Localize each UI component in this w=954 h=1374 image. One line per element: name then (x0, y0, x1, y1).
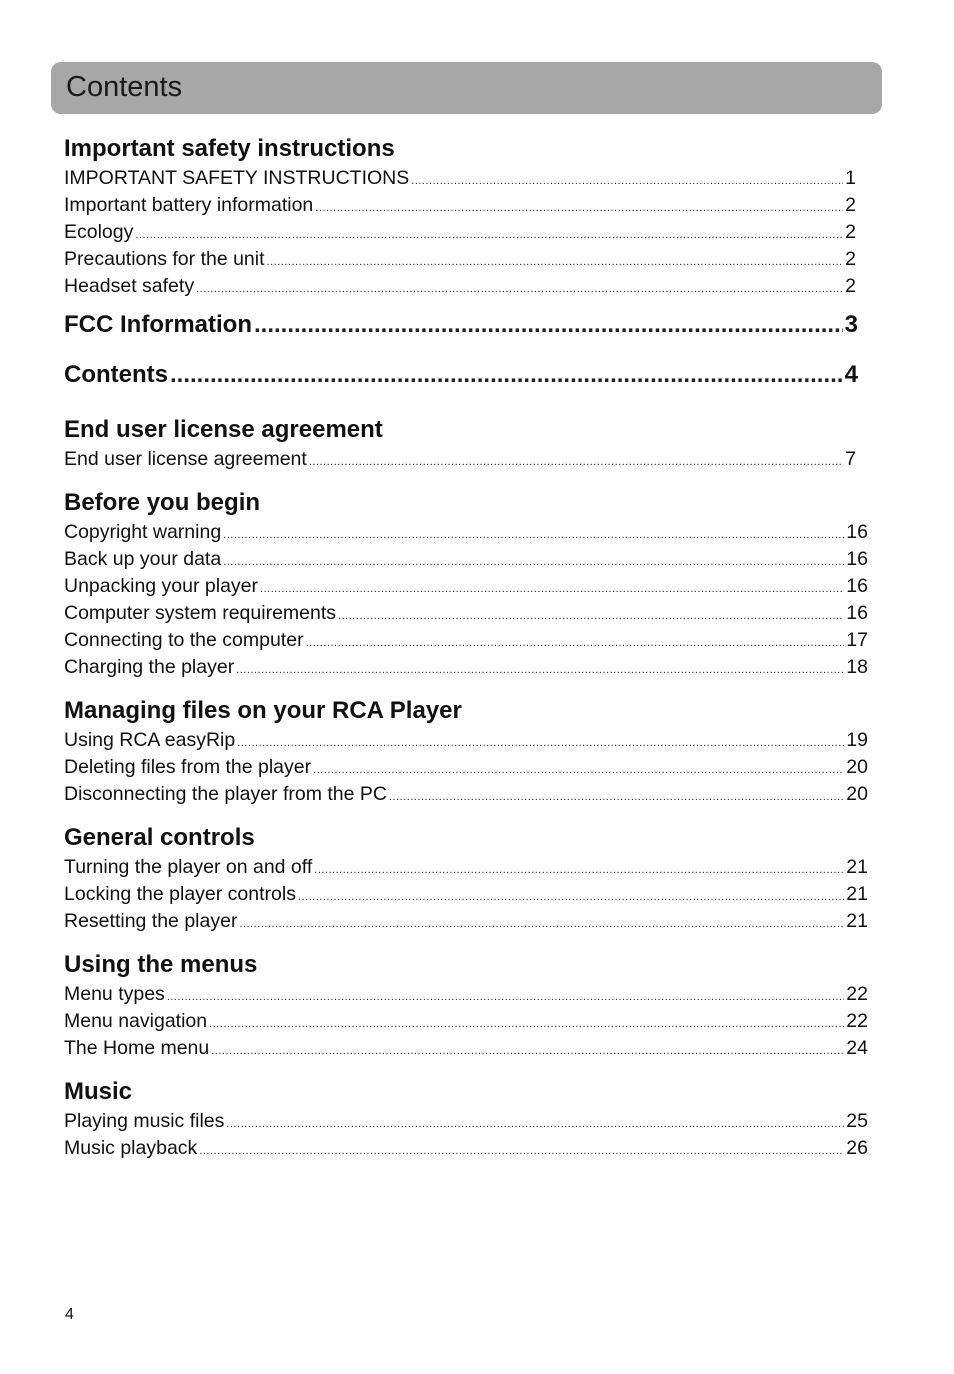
section-heading: Using the menus (64, 951, 258, 978)
toc-entry[interactable] (64, 981, 868, 1008)
toc-entry-label: Important battery information (64, 194, 314, 216)
toc-entry-label: End user license agreement (64, 448, 307, 470)
toc-entry-label: Disconnecting the player from the PC (64, 783, 387, 805)
toc-entry[interactable] (64, 1035, 868, 1062)
toc-entry[interactable] (64, 192, 856, 219)
toc-entry[interactable] (64, 273, 856, 300)
toc-page-number: 21 (846, 910, 868, 932)
toc-entry-label: Turning the player on and off (64, 856, 313, 878)
toc-page-number: 4 (844, 361, 858, 388)
toc-entry-label: Ecology (64, 221, 134, 243)
contents-banner (51, 62, 882, 114)
toc-page-number: 2 (845, 275, 856, 297)
dot-leader (267, 249, 844, 276)
dot-leader (298, 884, 844, 911)
dot-leader (338, 603, 844, 630)
toc-page-number: 3 (844, 311, 858, 338)
section-heading: Before you begin (64, 489, 261, 516)
toc-page-number: 22 (846, 983, 868, 1005)
toc-entry-label: Charging the player (64, 656, 235, 678)
toc-entry[interactable] (64, 754, 868, 781)
dot-leader (211, 1038, 844, 1065)
toc-page-number: 7 (845, 448, 856, 470)
toc-entry[interactable] (64, 1108, 868, 1135)
toc-entry[interactable] (64, 854, 868, 881)
toc-page-number: 25 (846, 1110, 868, 1132)
section-heading: Managing files on your RCA Player (64, 697, 462, 724)
toc-page-number: 16 (846, 575, 868, 597)
dot-leader (209, 1011, 844, 1038)
toc-section (64, 350, 868, 400)
dot-leader (223, 549, 844, 576)
dot-leader (260, 576, 844, 603)
toc-entry[interactable] (64, 573, 868, 600)
toc-section (64, 300, 868, 350)
toc-entry[interactable] (64, 165, 856, 192)
toc-page-number: 20 (846, 783, 868, 805)
toc-entry-label: Using RCA easyRip (64, 729, 236, 751)
toc-page-number: 26 (846, 1137, 868, 1159)
toc-entry[interactable] (64, 654, 868, 681)
toc-section (64, 487, 868, 681)
toc-entry-label: Music playback (64, 1137, 198, 1159)
toc-page-number: 16 (846, 602, 868, 624)
section-heading: Important safety instructions (64, 135, 395, 162)
section-heading: General controls (64, 824, 255, 851)
toc-page-number: 17 (846, 629, 868, 651)
toc-top-entry[interactable] (64, 300, 858, 350)
dot-leader (313, 757, 844, 784)
toc-entry-label: Connecting to the computer (64, 629, 304, 651)
toc-entry[interactable] (64, 1135, 868, 1162)
toc-entry[interactable] (64, 881, 868, 908)
toc-section (64, 822, 868, 935)
dot-leader (167, 984, 844, 1011)
toc-page-number: 20 (846, 756, 868, 778)
dot-leader (306, 630, 845, 657)
dot-leader (254, 300, 843, 350)
dot-leader (237, 730, 844, 757)
toc-page-number: 19 (846, 729, 868, 751)
dot-leader (314, 857, 844, 884)
toc-entry[interactable] (64, 546, 868, 573)
toc-entry-label: IMPORTANT SAFETY INSTRUCTIONS (64, 167, 410, 189)
toc-entry[interactable] (64, 600, 868, 627)
dot-leader (135, 222, 843, 249)
toc-entry[interactable] (64, 781, 868, 808)
toc-section (64, 949, 868, 1062)
toc-entry-label: Headset safety (64, 275, 195, 297)
toc-entry-label: The Home menu (64, 1037, 210, 1059)
toc-entry[interactable] (64, 219, 856, 246)
dot-leader (315, 195, 843, 222)
toc-entry-label: Copyright warning (64, 521, 222, 543)
toc-page-number: 2 (845, 221, 856, 243)
table-of-contents (64, 130, 868, 1162)
toc-entry-label: FCC Information (64, 311, 252, 338)
dot-leader (196, 276, 843, 303)
toc-entry-label: Precautions for the unit (64, 248, 265, 270)
toc-page-number: 21 (846, 883, 868, 905)
toc-page-number: 2 (845, 194, 856, 216)
toc-page-number: 16 (846, 521, 868, 543)
toc-page-number: 16 (846, 548, 868, 570)
toc-entry-label: Unpacking your player (64, 575, 259, 597)
toc-entry-label: Locking the player controls (64, 883, 296, 905)
toc-page-number: 1 (845, 167, 856, 189)
toc-page-number: 21 (846, 856, 868, 878)
toc-section (64, 133, 868, 300)
toc-page-number: 22 (846, 1010, 868, 1032)
toc-section (64, 414, 868, 473)
toc-entry[interactable] (64, 446, 856, 473)
toc-entry-label: Contents (64, 361, 168, 388)
dot-leader (199, 1138, 844, 1165)
toc-page-number: 18 (846, 656, 868, 678)
dot-leader (226, 1111, 844, 1138)
dot-leader (236, 657, 844, 684)
toc-entry-label: Computer system requirements (64, 602, 337, 624)
toc-entry-label: Back up your data (64, 548, 222, 570)
toc-section (64, 695, 868, 808)
dot-leader (389, 784, 844, 811)
dot-leader (170, 350, 843, 400)
toc-entry-label: Menu types (64, 983, 165, 1005)
section-heading: Music (64, 1078, 133, 1105)
toc-section (64, 1076, 868, 1162)
toc-entry-label: Playing music files (64, 1110, 225, 1132)
toc-page-number: 24 (846, 1037, 868, 1059)
toc-entry[interactable] (64, 1008, 868, 1035)
toc-entry[interactable] (64, 246, 856, 273)
toc-page-number: 2 (845, 248, 856, 270)
toc-entry[interactable] (64, 727, 868, 754)
page-number: 4 (65, 1306, 74, 1323)
toc-entry-label: Resetting the player (64, 910, 238, 932)
toc-entry-label: Menu navigation (64, 1010, 208, 1032)
dot-leader (411, 168, 843, 195)
section-heading: End user license agreement (64, 416, 383, 443)
dot-leader (223, 522, 844, 549)
toc-entry-label: Deleting files from the player (64, 756, 312, 778)
page-title: Contents (66, 71, 183, 103)
toc-top-entry[interactable] (64, 350, 858, 400)
toc-entry[interactable] (64, 627, 868, 654)
toc-entry[interactable] (64, 908, 868, 935)
dot-leader (239, 911, 844, 938)
toc-entry[interactable] (64, 519, 868, 546)
dot-leader (309, 449, 843, 476)
